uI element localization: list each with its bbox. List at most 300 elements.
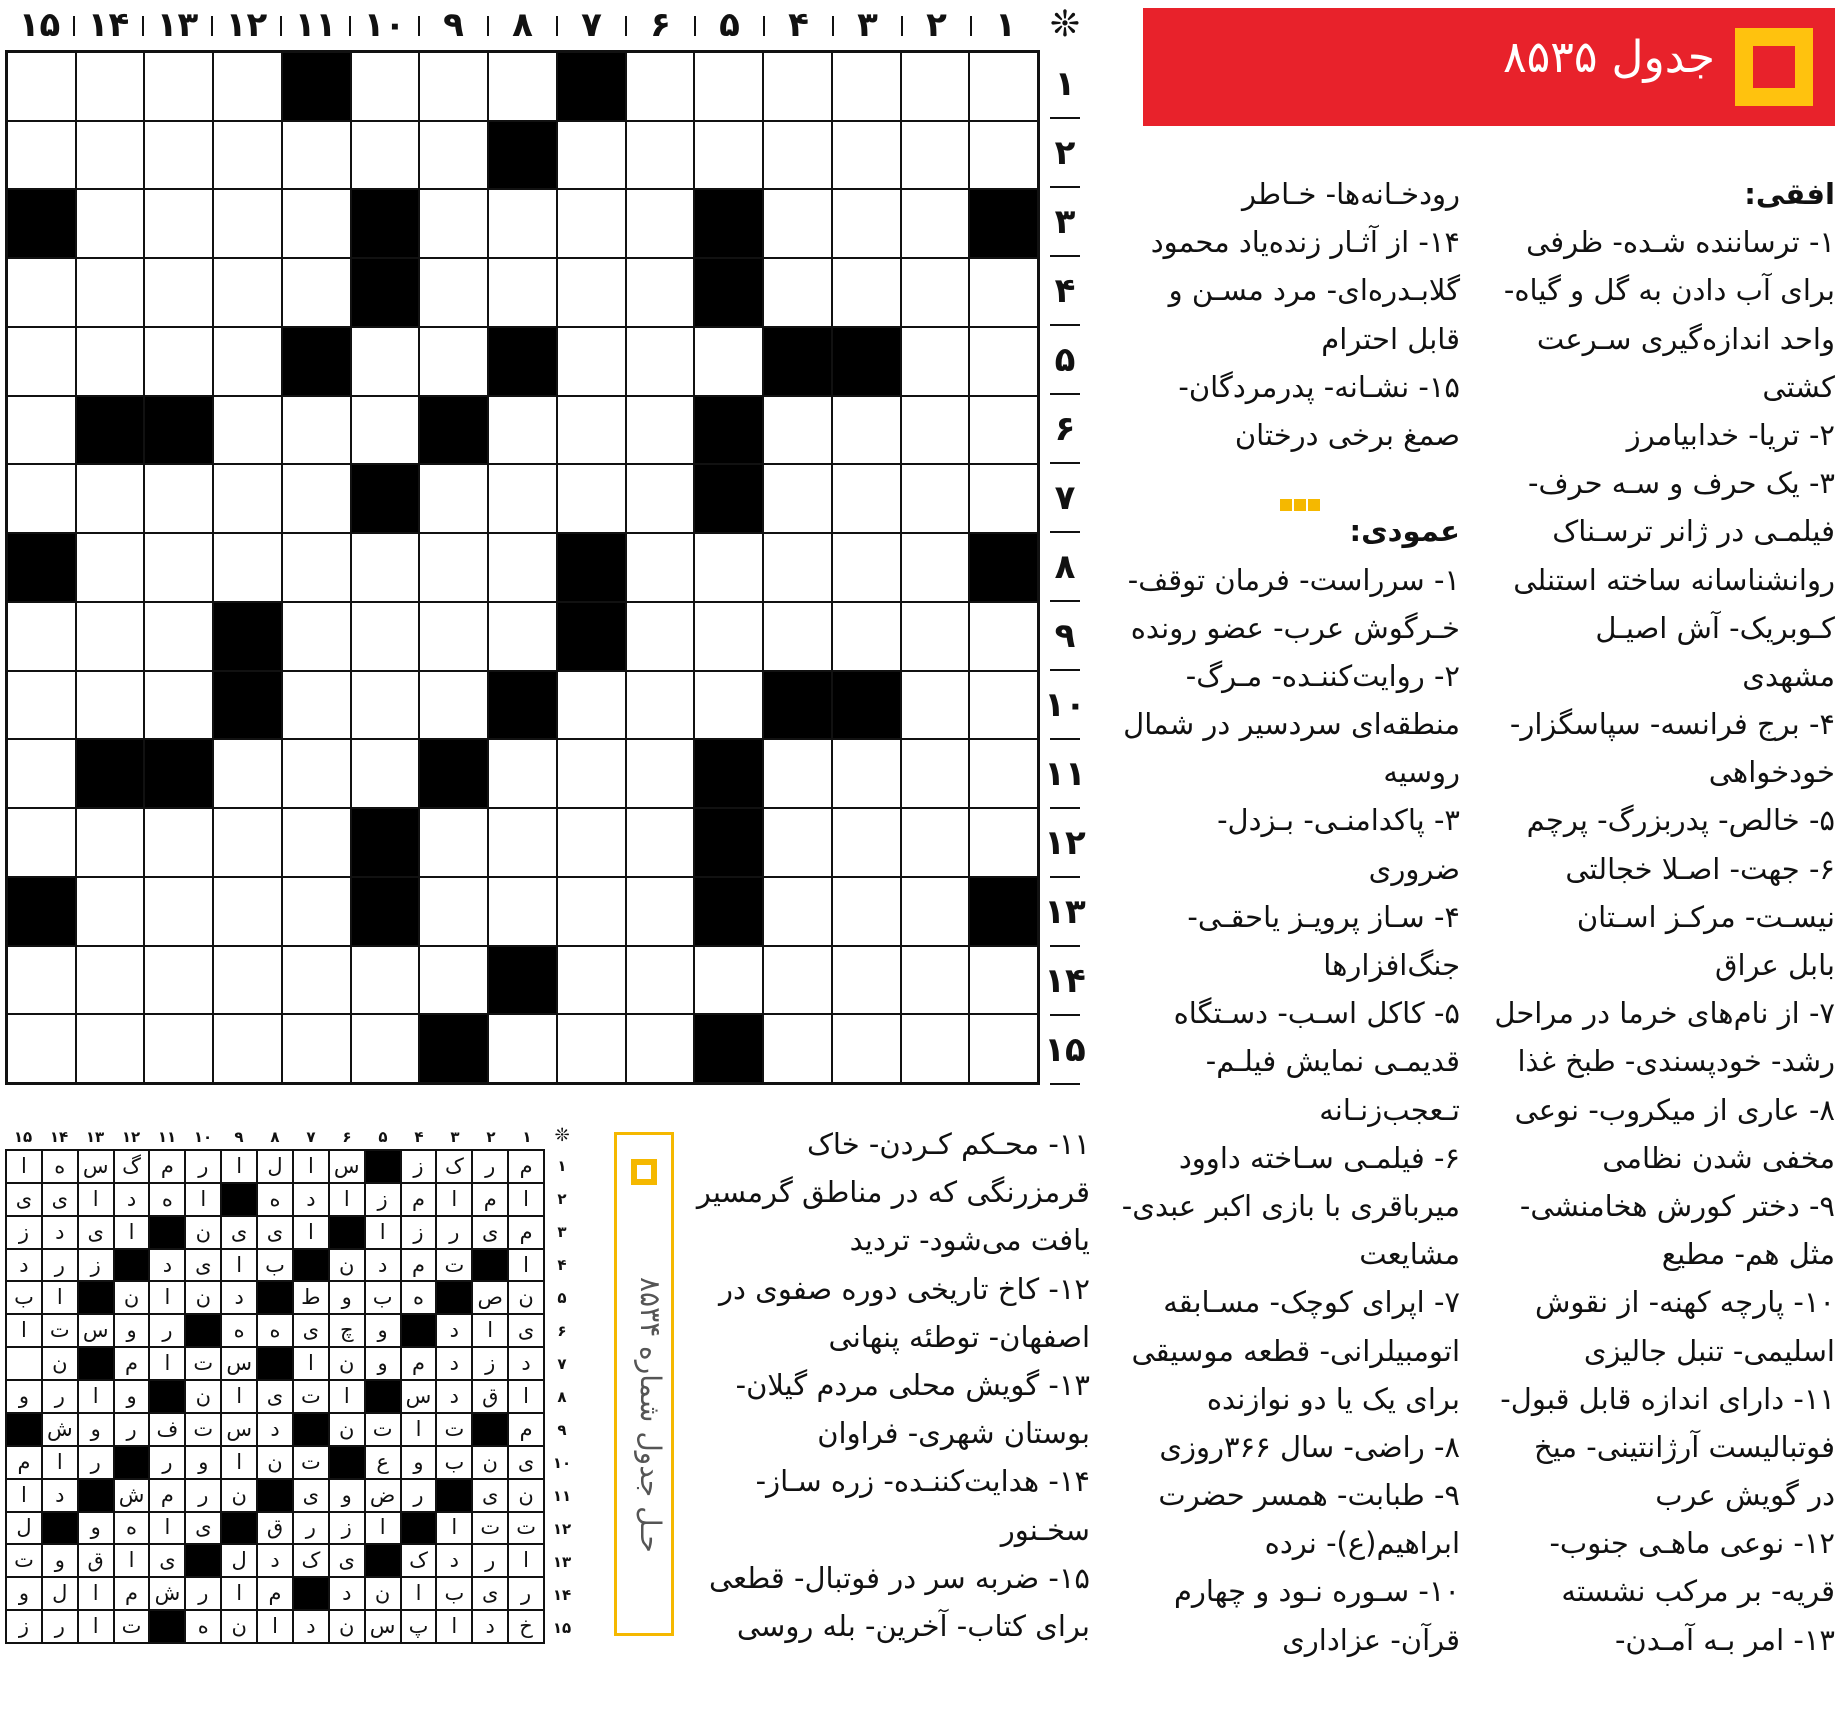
grid-column-number: ۱۱ [294, 5, 337, 45]
clue-line: بابل عراق [1714, 948, 1835, 982]
black-cell [694, 189, 763, 258]
solution-cell: ی [508, 1446, 544, 1479]
grid-cell[interactable] [282, 396, 351, 465]
grid-cell[interactable] [901, 1014, 970, 1083]
solution-cell: ن [114, 1281, 150, 1314]
grid-cell[interactable] [419, 602, 488, 671]
grid-cell[interactable] [832, 464, 901, 533]
clue-line: مثل هم- مطیع [1661, 1237, 1835, 1272]
solution-column-number: ۳ [450, 1128, 460, 1146]
grid-cell[interactable] [76, 602, 145, 671]
clue-line: ۱۴- از آثـار زنده‌یاد محمود [1150, 225, 1460, 260]
solution-cell: ب [257, 1249, 293, 1282]
grid-cell[interactable] [488, 464, 557, 533]
grid-cell[interactable] [488, 189, 557, 258]
grid-cell[interactable] [969, 396, 1038, 465]
solution-cell: ه [149, 1183, 185, 1216]
crossword-grid [5, 50, 1040, 1085]
grid-cell[interactable] [419, 121, 488, 190]
solution-cell: ت [436, 1249, 472, 1282]
grid-cell[interactable] [144, 877, 213, 946]
grid-cell[interactable] [969, 52, 1038, 121]
grid-cell[interactable] [763, 189, 832, 258]
grid-cell[interactable] [282, 1014, 351, 1083]
arrow-logo-icon [631, 1159, 657, 1185]
grid-row-number: ۱ [1050, 50, 1080, 119]
grid-cell[interactable] [488, 602, 557, 671]
grid-cell[interactable] [763, 258, 832, 327]
grid-cell[interactable] [557, 1014, 626, 1083]
grid-cell[interactable] [901, 533, 970, 602]
grid-cell[interactable] [969, 258, 1038, 327]
clue-line: ۸- عاری از میکروب- نوعی [1514, 1092, 1835, 1127]
grid-cell[interactable] [626, 464, 695, 533]
grid-cell[interactable] [832, 121, 901, 190]
grid-cell[interactable] [626, 877, 695, 946]
grid-cell[interactable] [694, 52, 763, 121]
grid-cell[interactable] [969, 1014, 1038, 1083]
solution-cell: ر [42, 1380, 78, 1413]
grid-cell[interactable] [969, 602, 1038, 671]
solution-cell: ا [149, 1347, 185, 1380]
grid-cell[interactable] [969, 808, 1038, 877]
grid-row-number: ۷ [1050, 464, 1080, 533]
grid-cell[interactable] [694, 602, 763, 671]
grid-cell[interactable] [419, 946, 488, 1015]
grid-cell[interactable] [763, 739, 832, 808]
solution-row-number: ۱۲ [552, 1519, 572, 1538]
grid-cell[interactable] [557, 258, 626, 327]
solution-cell: گ [114, 1150, 150, 1183]
grid-cell[interactable] [213, 327, 282, 396]
grid-cell[interactable] [832, 52, 901, 121]
grid-cell[interactable] [76, 258, 145, 327]
clue-line: صمغ برخی درختان [1234, 417, 1460, 452]
grid-cell[interactable] [901, 121, 970, 190]
grid-cell[interactable] [7, 464, 76, 533]
grid-cell[interactable] [901, 671, 970, 740]
black-cell [763, 327, 832, 396]
grid-cell[interactable] [282, 671, 351, 740]
solution-black-cell [365, 1380, 401, 1413]
grid-cell[interactable] [351, 327, 420, 396]
grid-cell[interactable] [626, 1014, 695, 1083]
grid-cell[interactable] [694, 533, 763, 602]
solution-cell: م [257, 1577, 293, 1610]
grid-cell[interactable] [351, 602, 420, 671]
grid-cell[interactable] [763, 602, 832, 671]
solution-cell: ن [221, 1610, 257, 1643]
grid-cell[interactable] [488, 258, 557, 327]
grid-cell[interactable] [282, 121, 351, 190]
grid-cell[interactable] [557, 464, 626, 533]
grid-cell[interactable] [213, 189, 282, 258]
grid-cell[interactable] [213, 396, 282, 465]
grid-cell[interactable] [419, 52, 488, 121]
grid-cell[interactable] [144, 533, 213, 602]
clue-line: ۸- راضی- سال ۳۶۶روزی [1159, 1429, 1460, 1464]
grid-cell[interactable] [832, 739, 901, 808]
grid-cell[interactable] [832, 396, 901, 465]
grid-column-number: ۹ [443, 5, 464, 45]
solution-cell: س [78, 1314, 114, 1347]
grid-cell[interactable] [419, 533, 488, 602]
grid-cell[interactable] [832, 602, 901, 671]
grid-cell[interactable] [626, 396, 695, 465]
solution-cell: ا [221, 1577, 257, 1610]
clue-line: میرباقری با بازی اکبر عبدی- [1121, 1188, 1460, 1223]
solution-cell: ر [472, 1544, 508, 1577]
grid-cell[interactable] [488, 396, 557, 465]
clues-continued-column [696, 1120, 1090, 1650]
grid-cell[interactable] [76, 464, 145, 533]
solution-column-number: ۱ [522, 1128, 532, 1146]
grid-cell[interactable] [144, 189, 213, 258]
grid-cell[interactable] [488, 533, 557, 602]
solution-cell: م [401, 1183, 437, 1216]
grid-cell[interactable] [832, 258, 901, 327]
grid-cell[interactable] [144, 121, 213, 190]
grid-cell[interactable] [282, 258, 351, 327]
grid-cell[interactable] [76, 877, 145, 946]
grid-cell[interactable] [7, 52, 76, 121]
clue-line: ۱۱- دارای اندازه قابل قبول- [1500, 1381, 1835, 1416]
grid-cell[interactable] [763, 121, 832, 190]
grid-cell[interactable] [213, 808, 282, 877]
solution-cell: ا [6, 1479, 42, 1512]
solution-black-cell [257, 1347, 293, 1380]
grid-cell[interactable] [626, 258, 695, 327]
grid-cell[interactable] [969, 121, 1038, 190]
solution-black-cell [185, 1544, 221, 1577]
grid-cell[interactable] [626, 739, 695, 808]
grid-cell[interactable] [76, 327, 145, 396]
grid-cell[interactable] [626, 121, 695, 190]
solution-cell: ر [401, 1479, 437, 1512]
solution-corner-star: ❊ [554, 1125, 570, 1146]
solution-cell: ک [401, 1544, 437, 1577]
grid-cell[interactable] [901, 739, 970, 808]
solution-cell: ر [42, 1249, 78, 1282]
solution-row-number: ۶ [557, 1321, 567, 1340]
solution-black-cell [6, 1413, 42, 1446]
grid-cell[interactable] [626, 52, 695, 121]
black-cell [557, 602, 626, 671]
solution-cell: د [436, 1544, 472, 1577]
solution-cell: ف [149, 1413, 185, 1446]
grid-cell[interactable] [282, 533, 351, 602]
solution-black-cell [257, 1479, 293, 1512]
solution-cell: و [365, 1314, 401, 1347]
grid-cell[interactable] [213, 258, 282, 327]
grid-cell[interactable] [144, 52, 213, 121]
solution-cell: م [401, 1347, 437, 1380]
grid-column-number: ۱ [995, 5, 1016, 45]
grid-cell[interactable] [351, 121, 420, 190]
grid-cell[interactable] [351, 946, 420, 1015]
grid-cell[interactable] [419, 671, 488, 740]
grid-cell[interactable] [213, 464, 282, 533]
clue-line: ۱۳- امر بـه آمـدن- [1614, 1622, 1835, 1657]
solution-cell: ن [257, 1446, 293, 1479]
grid-cell[interactable] [763, 533, 832, 602]
grid-cell[interactable] [488, 52, 557, 121]
solution-cell: ر [78, 1446, 114, 1479]
solution-column-number: ۱۵ [13, 1128, 33, 1146]
grid-cell[interactable] [282, 739, 351, 808]
grid-cell[interactable] [557, 739, 626, 808]
black-cell [282, 327, 351, 396]
grid-cell[interactable] [144, 327, 213, 396]
grid-cell[interactable] [7, 602, 76, 671]
grid-cell[interactable] [969, 739, 1038, 808]
solution-black-cell [221, 1512, 257, 1545]
solution-black-cell [293, 1577, 329, 1610]
grid-cell[interactable] [763, 464, 832, 533]
grid-cell[interactable] [557, 671, 626, 740]
grid-cell[interactable] [626, 327, 695, 396]
grid-cell[interactable] [763, 1014, 832, 1083]
grid-cell[interactable] [763, 877, 832, 946]
grid-cell[interactable] [557, 808, 626, 877]
solution-cell: ا [149, 1281, 185, 1314]
grid-cell[interactable] [144, 946, 213, 1015]
clue-line: ۵- کاکل اسـب- دسـتگاه [1173, 996, 1460, 1031]
grid-cell[interactable] [282, 464, 351, 533]
solution-cell: ا [78, 1183, 114, 1216]
clue-line: قریه- بر مرکب نشسته [1561, 1574, 1835, 1609]
solution-cell: د [436, 1380, 472, 1413]
grid-cell[interactable] [213, 52, 282, 121]
grid-cell[interactable] [282, 602, 351, 671]
clue-line: ۷- اپرای کوچک- مسـابقه [1163, 1285, 1460, 1320]
grid-cell[interactable] [626, 808, 695, 877]
grid-cell[interactable] [76, 946, 145, 1015]
grid-row-number: ۱۰ [1050, 671, 1080, 740]
solution-cell: ه [257, 1314, 293, 1347]
clue-line: برای کتاب- آخرین- بله روسی [736, 1608, 1090, 1643]
solution-cell: ب [365, 1281, 401, 1314]
grid-cell[interactable] [419, 327, 488, 396]
black-cell [144, 739, 213, 808]
grid-cell[interactable] [488, 739, 557, 808]
solution-cell: ن [472, 1446, 508, 1479]
grid-cell[interactable] [626, 602, 695, 671]
grid-cell[interactable] [7, 396, 76, 465]
grid-cell[interactable] [901, 52, 970, 121]
clue-line: بوستان شهری- فراوان [817, 1416, 1090, 1451]
solution-column-number: ۱۳ [85, 1128, 105, 1146]
grid-cell[interactable] [832, 1014, 901, 1083]
grid-cell[interactable] [419, 464, 488, 533]
solution-row-number: ۳ [557, 1222, 567, 1241]
grid-cell[interactable] [832, 808, 901, 877]
grid-cell[interactable] [763, 52, 832, 121]
solution-cell: م [149, 1479, 185, 1512]
grid-cell[interactable] [282, 946, 351, 1015]
solution-cell [6, 1347, 42, 1380]
grid-cell[interactable] [832, 533, 901, 602]
solution-row-number: ۱۵ [552, 1618, 572, 1637]
grid-cell[interactable] [419, 808, 488, 877]
grid-cell[interactable] [7, 327, 76, 396]
grid-cell[interactable] [969, 464, 1038, 533]
solution-cell: پ [401, 1610, 437, 1643]
grid-cell[interactable] [901, 464, 970, 533]
grid-cell[interactable] [213, 533, 282, 602]
grid-cell[interactable] [901, 946, 970, 1015]
grid-cell[interactable] [832, 946, 901, 1015]
grid-cell[interactable] [7, 739, 76, 808]
grid-cell[interactable] [419, 877, 488, 946]
solution-row-number: ۸ [557, 1387, 567, 1406]
grid-cell[interactable] [76, 52, 145, 121]
grid-cell[interactable] [351, 1014, 420, 1083]
grid-cell[interactable] [144, 1014, 213, 1083]
grid-cell[interactable] [694, 121, 763, 190]
grid-cell[interactable] [144, 602, 213, 671]
solution-cell: م [114, 1347, 150, 1380]
grid-cell[interactable] [488, 877, 557, 946]
black-cell [351, 808, 420, 877]
solution-cell: ا [329, 1380, 365, 1413]
grid-cell[interactable] [282, 189, 351, 258]
grid-cell[interactable] [144, 258, 213, 327]
grid-cell[interactable] [76, 121, 145, 190]
grid-cell[interactable] [626, 189, 695, 258]
black-cell [351, 464, 420, 533]
grid-row-number: ۸ [1050, 533, 1080, 602]
clue-line: مشایعت [1359, 1237, 1460, 1272]
grid-cell[interactable] [488, 1014, 557, 1083]
black-cell [213, 671, 282, 740]
solution-title: حـل جدول شماره ۸۵۳۴ [634, 1277, 667, 1553]
black-cell [144, 396, 213, 465]
grid-cell[interactable] [7, 671, 76, 740]
grid-cell[interactable] [351, 533, 420, 602]
clue-line: ابراهیم(ع)- نرده [1264, 1526, 1460, 1561]
grid-cell[interactable] [557, 327, 626, 396]
grid-cell[interactable] [763, 396, 832, 465]
grid-cell[interactable] [557, 396, 626, 465]
grid-cell[interactable] [694, 946, 763, 1015]
grid-cell[interactable] [7, 121, 76, 190]
grid-cell[interactable] [626, 533, 695, 602]
grid-cell[interactable] [144, 671, 213, 740]
grid-cell[interactable] [488, 808, 557, 877]
clue-line: ۹- طبابت- همسر حضرت [1158, 1478, 1460, 1513]
grid-cell[interactable] [557, 189, 626, 258]
grid-cell[interactable] [144, 808, 213, 877]
clue-line: رودخـانه‌ها- خـاطر [1242, 177, 1460, 211]
solution-cell: ت [6, 1544, 42, 1577]
solution-cell: ه [114, 1512, 150, 1545]
grid-cell[interactable] [763, 946, 832, 1015]
solution-cell: ت [472, 1512, 508, 1545]
grid-cell[interactable] [76, 671, 145, 740]
grid-cell[interactable] [901, 877, 970, 946]
grid-cell[interactable] [351, 739, 420, 808]
grid-cell[interactable] [901, 396, 970, 465]
grid-cell[interactable] [7, 808, 76, 877]
clue-line: ۱- سرراست- فرمان توقف- [1127, 562, 1460, 597]
clue-line: ۱۲- نوعی ماهـی جنوب- [1549, 1526, 1835, 1561]
grid-cell[interactable] [213, 1014, 282, 1083]
grid-cell[interactable] [832, 877, 901, 946]
grid-cell[interactable] [694, 671, 763, 740]
solution-cell: و [42, 1544, 78, 1577]
solution-row-number: ۱۱ [552, 1486, 572, 1505]
grid-cell[interactable] [282, 877, 351, 946]
grid-cell[interactable] [7, 258, 76, 327]
black-cell [488, 671, 557, 740]
grid-cell[interactable] [901, 808, 970, 877]
solution-cell: ز [78, 1249, 114, 1282]
grid-cell[interactable] [213, 121, 282, 190]
grid-cell[interactable] [557, 877, 626, 946]
solution-cell: م [401, 1249, 437, 1282]
grid-cell[interactable] [626, 671, 695, 740]
grid-cell[interactable] [76, 1014, 145, 1083]
grid-cell[interactable] [901, 602, 970, 671]
grid-cell[interactable] [969, 671, 1038, 740]
grid-cell[interactable] [76, 189, 145, 258]
solution-black-cell [329, 1216, 365, 1249]
grid-cell[interactable] [7, 1014, 76, 1083]
grid-cell[interactable] [144, 464, 213, 533]
grid-cell[interactable] [419, 189, 488, 258]
grid-cell[interactable] [351, 52, 420, 121]
solution-cell: ا [293, 1150, 329, 1183]
solution-cell: ن [329, 1413, 365, 1446]
solution-cell: ز [472, 1347, 508, 1380]
solution-cell: د [365, 1249, 401, 1282]
solution-cell: د [508, 1347, 544, 1380]
grid-cell[interactable] [76, 808, 145, 877]
grid-cell[interactable] [969, 946, 1038, 1015]
grid-cell[interactable] [763, 808, 832, 877]
grid-row-number: ۲ [1050, 119, 1080, 188]
solution-black-cell [114, 1446, 150, 1479]
grid-cell[interactable] [832, 189, 901, 258]
grid-cell[interactable] [694, 327, 763, 396]
grid-cell[interactable] [626, 946, 695, 1015]
grid-cell[interactable] [282, 808, 351, 877]
grid-cell[interactable] [213, 946, 282, 1015]
black-cell [694, 258, 763, 327]
solution-cell: م [508, 1150, 544, 1183]
grid-cell[interactable] [901, 189, 970, 258]
grid-cell[interactable] [901, 327, 970, 396]
clue-line: سخـنور [1000, 1512, 1090, 1547]
grid-cell[interactable] [351, 671, 420, 740]
grid-cell[interactable] [557, 946, 626, 1015]
solution-column-numbers [5, 1127, 550, 1147]
solution-cell: ی [257, 1380, 293, 1413]
grid-cell[interactable] [213, 877, 282, 946]
grid-cell[interactable] [419, 258, 488, 327]
grid-cell[interactable] [351, 396, 420, 465]
grid-cell[interactable] [7, 946, 76, 1015]
solution-cell: س [221, 1413, 257, 1446]
grid-cell[interactable] [557, 121, 626, 190]
clue-line: فوتبالیست آرژانتینی- میخ [1534, 1429, 1835, 1464]
grid-cell[interactable] [213, 739, 282, 808]
grid-cell[interactable] [76, 533, 145, 602]
solution-cell: و [329, 1281, 365, 1314]
grid-cell[interactable] [901, 258, 970, 327]
grid-cell[interactable] [969, 327, 1038, 396]
